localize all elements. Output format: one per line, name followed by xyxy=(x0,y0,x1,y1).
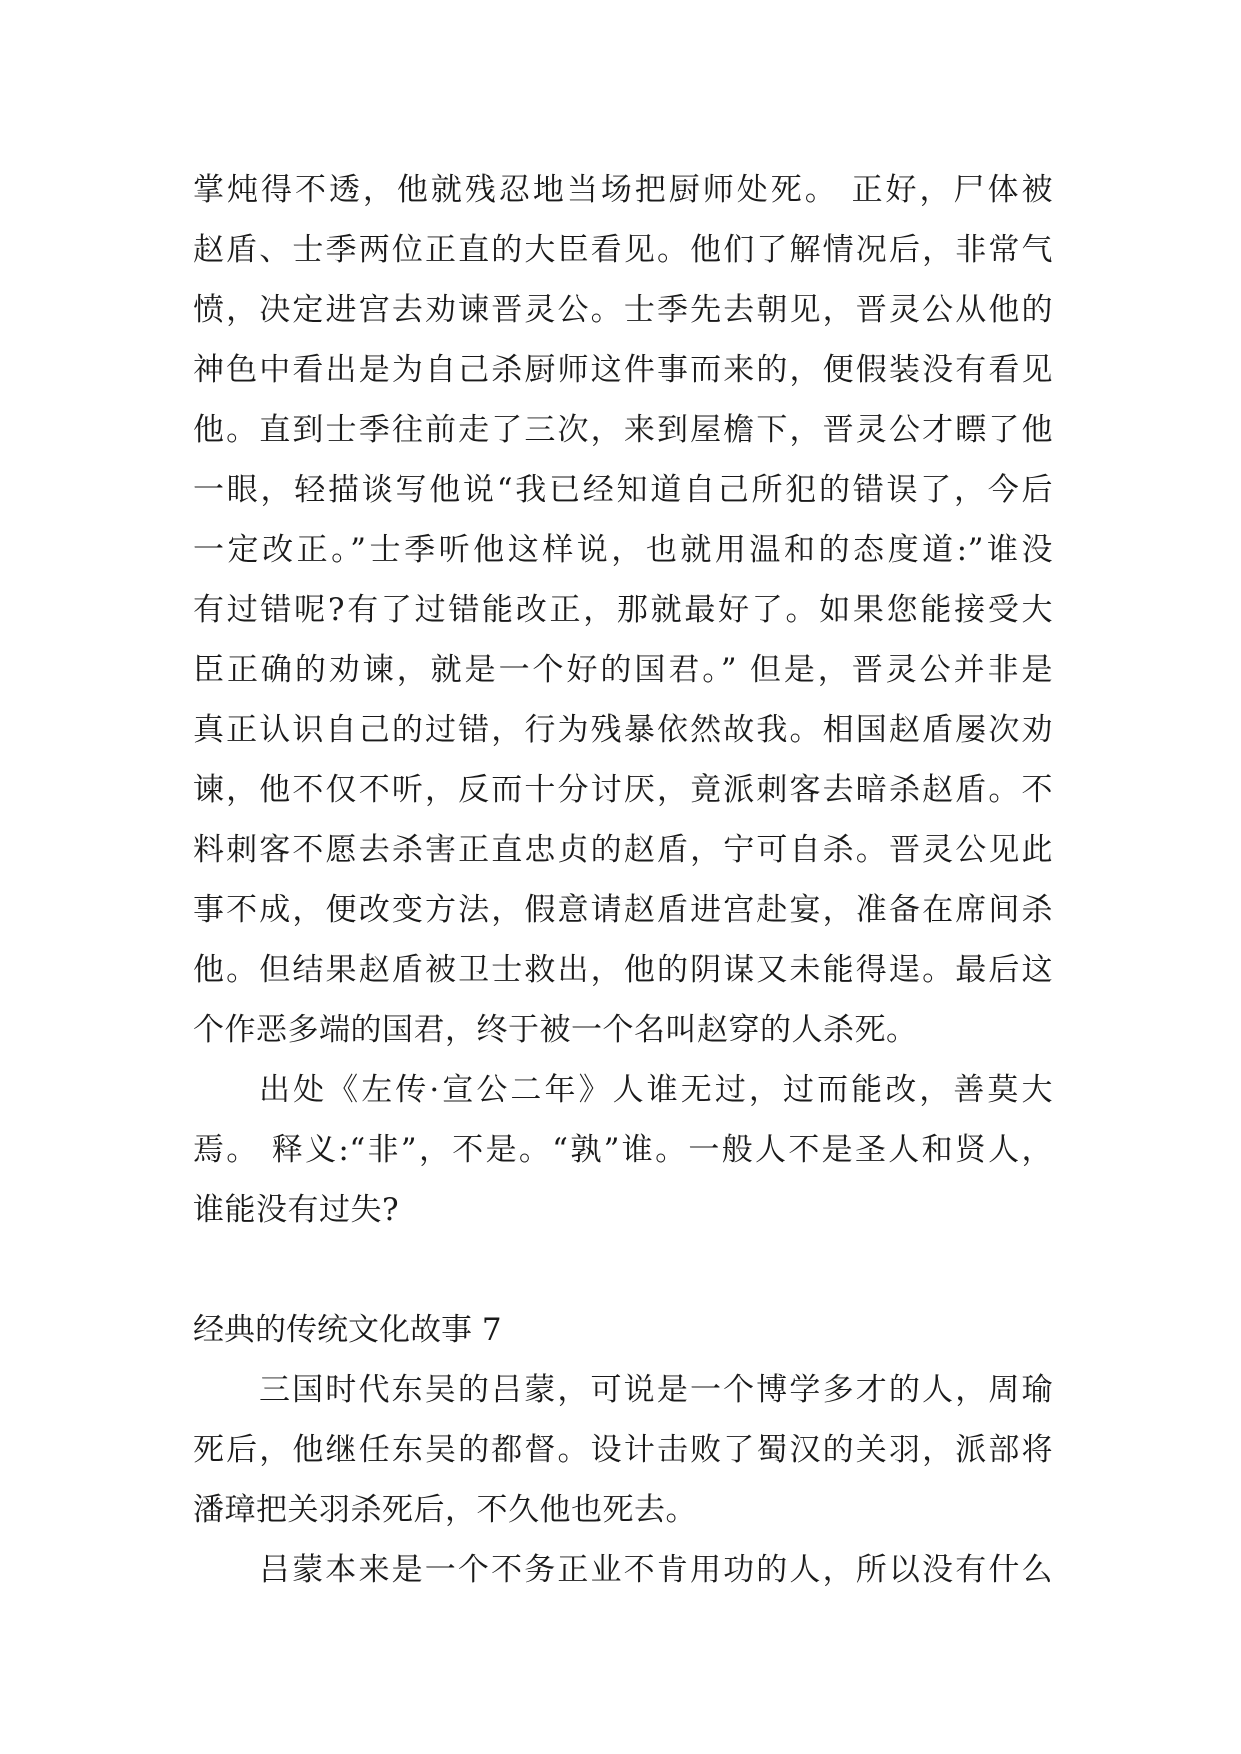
document-page xyxy=(193,160,1053,1600)
text-line: 臣正确的劝谏，就是一个好的国君。” 但是，晋灵公并非是 xyxy=(193,652,1053,688)
text-line: 个作恶多端的国君，终于被一个名叫赵穿的人杀死。 xyxy=(193,1012,918,1048)
text-line: 事不成，便改变方法，假意请赵盾进宫赴宴，准备在席间杀 xyxy=(193,892,1053,928)
text-line: 神色中看出是为自己杀厨师这件事而来的，便假装没有看见 xyxy=(193,352,1053,388)
text-line: 焉。 释义:“非”，不是。“孰”谁。一般人不是圣人和贤人， xyxy=(193,1132,1053,1168)
section-spacer xyxy=(193,1240,1053,1300)
paragraph-origin-and-meaning xyxy=(193,1060,1053,1240)
text-line: 有过错呢?有了过错能改正，那就最好了。如果您能接受大 xyxy=(193,592,1053,628)
paragraph-lu-meng-intro xyxy=(193,1360,1053,1540)
text-line: 他。但结果赵盾被卫士救出，他的阴谋又未能得逞。最后这 xyxy=(193,952,1053,988)
text-line: 料刺客不愿去杀害正直忠贞的赵盾，宁可自杀。晋灵公见此 xyxy=(193,832,1053,868)
paragraph-story-continuation xyxy=(193,160,1053,1060)
text-line: 赵盾、士季两位正直的大臣看见。他们了解情况后，非常气 xyxy=(193,232,1053,268)
text-line: 真正认识自己的过错，行为残暴依然故我。相国赵盾屡次劝 xyxy=(193,712,1053,748)
section-title: 经典的传统文化故事 7 xyxy=(193,1312,502,1348)
text-line: 吕蒙本来是一个不务正业不肯用功的人，所以没有什么 xyxy=(259,1552,1053,1588)
paragraph-lu-meng-background xyxy=(193,1540,1053,1600)
text-line: 一定改正。”士季听他这样说，也就用温和的态度道:”谁没 xyxy=(193,532,1053,568)
text-line: 死后，他继任东吴的都督。设计击败了蜀汉的关羽，派部将 xyxy=(193,1432,1053,1468)
text-line: 潘璋把关羽杀死后，不久他也死去。 xyxy=(193,1492,697,1528)
text-line: 出处《左传·宣公二年》人谁无过，过而能改，善莫大 xyxy=(259,1072,1053,1108)
text-line: 他。直到士季往前走了三次，来到屋檐下，晋灵公才瞟了他 xyxy=(193,412,1053,448)
text-line: 一眼，轻描谈写他说“我已经知道自己所犯的错误了，今后 xyxy=(193,472,1053,508)
text-line: 谁能没有过失? xyxy=(193,1192,400,1228)
text-line: 掌炖得不透，他就残忍地当场把厨师处死。 正好，尸体被 xyxy=(193,172,1053,208)
text-line: 愤，决定进宫去劝谏晋灵公。士季先去朝见，晋灵公从他的 xyxy=(193,292,1053,328)
text-line: 三国时代东吴的吕蒙，可说是一个博学多才的人，周瑜 xyxy=(259,1372,1053,1408)
text-line: 谏，他不仅不听，反而十分讨厌，竟派刺客去暗杀赵盾。不 xyxy=(193,772,1053,808)
